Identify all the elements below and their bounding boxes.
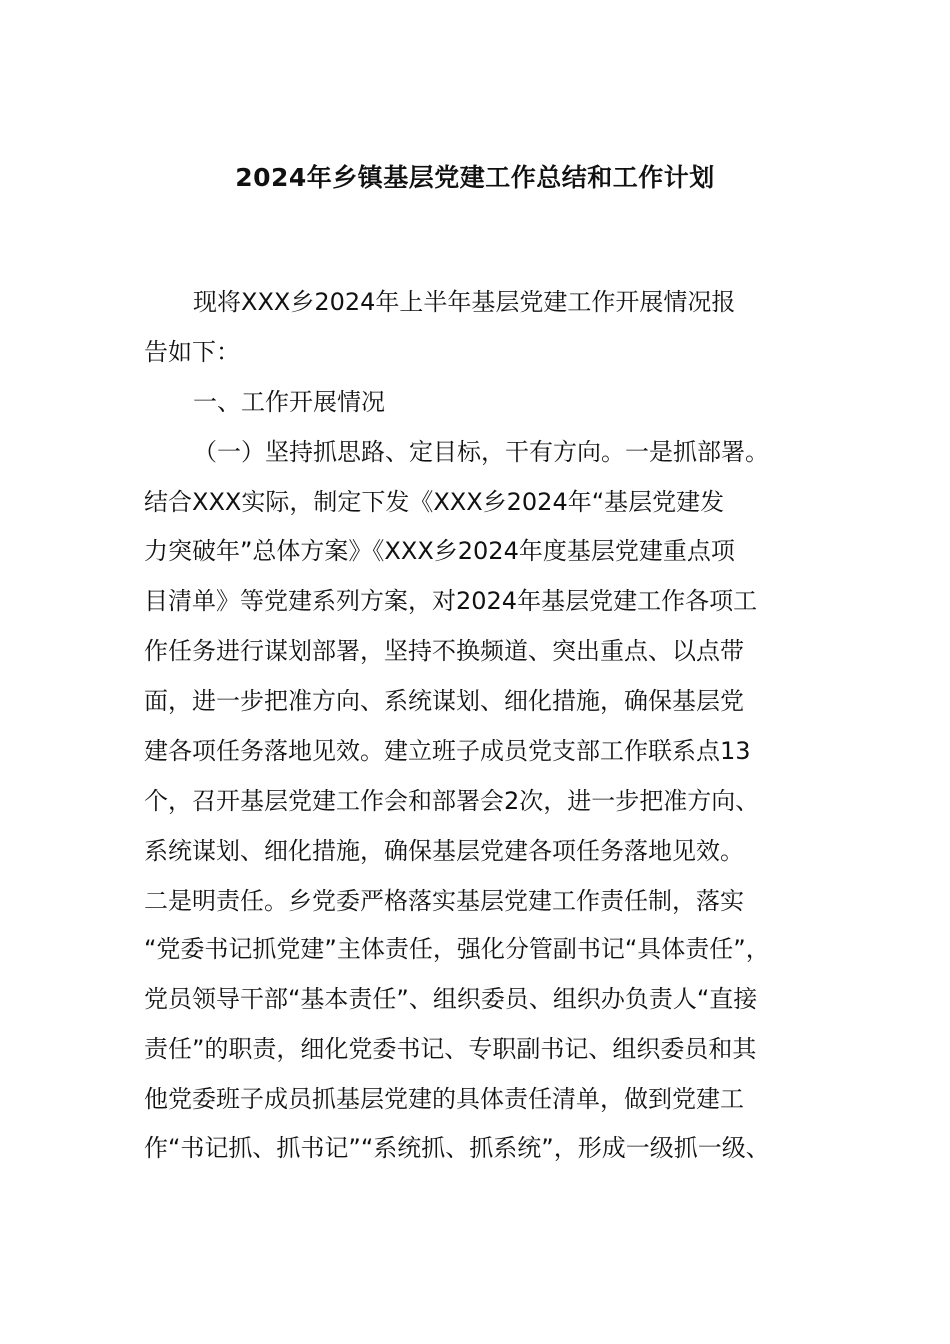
paragraph-line: （一）坚持抓思路、定目标，干有方向。一是抓部署。 <box>193 438 769 466</box>
paragraph-line: 力突破年”总体方案》《XXX乡2024年度基层党建重点项 <box>144 537 735 565</box>
paragraph-line: 二是明责任。乡党委严格落实基层党建工作责任制，落实 <box>144 887 744 915</box>
section-heading: 一、工作开展情况 <box>193 388 385 416</box>
paragraph-line: 党员领导干部“基本责任”、组织委员、组织办负责人“直接 <box>144 985 758 1013</box>
paragraph-line: 目清单》等党建系列方案，对2024年基层党建工作各项工 <box>144 587 758 615</box>
paragraph-line: 建各项任务落地见效。建立班子成员党支部工作联系点13 <box>144 737 751 765</box>
document-title: 2024年乡镇基层党建工作总结和工作计划 <box>235 163 715 192</box>
paragraph-line: 面，进一步把准方向、系统谋划、细化措施，确保基层党 <box>144 687 744 715</box>
paragraph-line: 他党委班子成员抓基层党建的具体责任清单，做到党建工 <box>144 1085 744 1113</box>
paragraph-line: 系统谋划、细化措施，确保基层党建各项任务落地见效。 <box>144 837 744 865</box>
paragraph-line: 作“书记抓、抓书记”“系统抓、抓系统”，形成一级抓一级、 <box>144 1134 770 1162</box>
paragraph-line: “党委书记抓党建”主体责任，强化分管副书记“具体责任”， <box>144 935 770 963</box>
paragraph-line: 告如下： <box>144 338 240 366</box>
paragraph-line: 责任”的职责，细化党委书记、专职副书记、组织委员和其 <box>144 1035 757 1063</box>
paragraph-line: 现将XXX乡2024年上半年基层党建工作开展情况报 <box>193 288 736 316</box>
paragraph-line: 结合XXX实际，制定下发《XXX乡2024年“基层党建发 <box>144 488 725 516</box>
paragraph-line: 个，召开基层党建工作会和部署会2次，进一步把准方向、 <box>144 787 760 815</box>
paragraph-line: 作任务进行谋划部署，坚持不换频道、突出重点、以点带 <box>144 637 744 665</box>
